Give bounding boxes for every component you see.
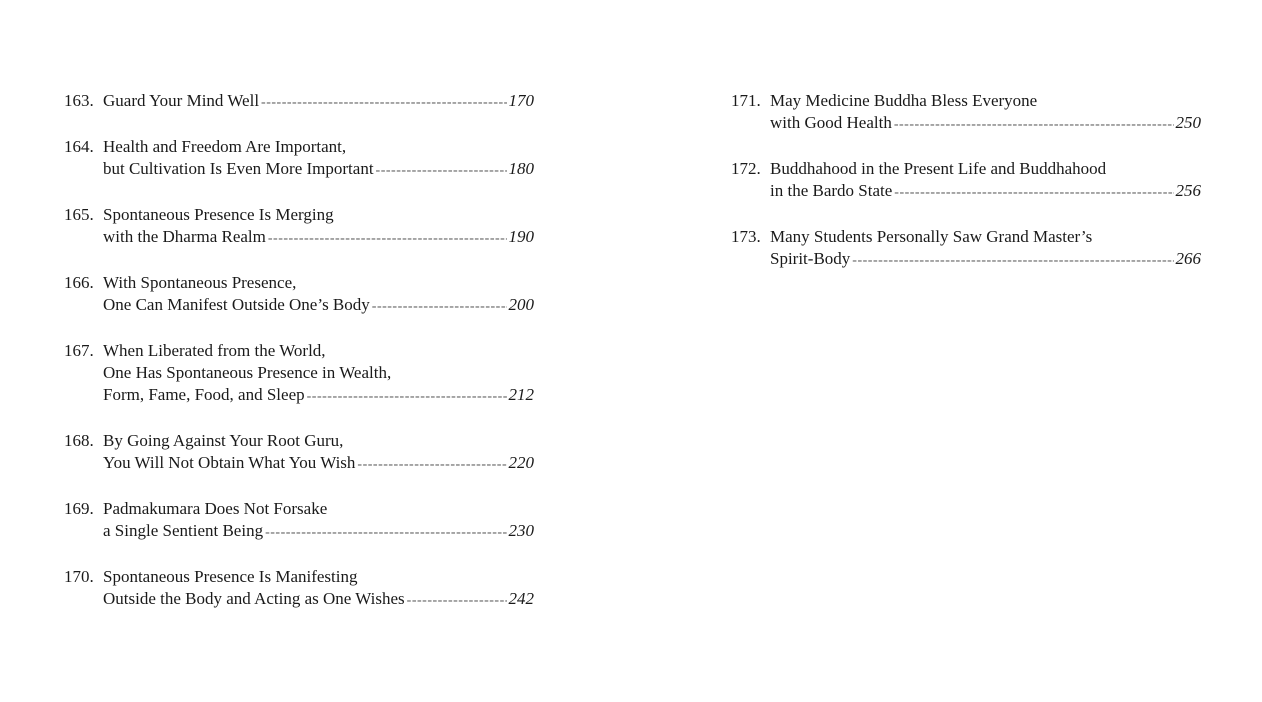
toc-entry-title: Form, Fame, Food, and Sleep [103,385,305,404]
toc-entry-title: with the Dharma Realm [103,227,266,246]
toc-entry[interactable] [64,430,534,476]
toc-entry-title: When Liberated from the World, [103,341,326,360]
toc-entry-number: 169. [64,499,94,518]
toc-page-number: 242 [508,589,534,608]
toc-entry[interactable] [64,204,534,250]
toc-entry-number: 171. [731,91,761,110]
toc-entry-number: 170. [64,567,94,586]
toc-page-number: 220 [508,453,534,472]
toc-entry-title: Spirit-Body [770,249,851,268]
dot-leader [894,114,1174,136]
toc-entry-number: 173. [731,227,761,246]
toc-entry-title: May Medicine Buddha Bless Everyone [770,91,1038,110]
toc-entry-number: 165. [64,205,94,224]
toc-entry[interactable] [64,272,534,318]
toc-entry[interactable] [64,566,534,612]
toc-page-number: 250 [1175,113,1201,132]
toc-entry[interactable] [731,90,1201,136]
toc-page-number: 190 [508,227,534,246]
toc-entry-title: but Cultivation Is Even More Important [103,159,374,178]
dot-leader [357,454,506,476]
toc-entry-title: Health and Freedom Are Important, [103,137,347,156]
toc-entry[interactable] [64,136,534,182]
toc-entry[interactable] [64,90,534,114]
dot-leader [261,92,506,114]
dot-leader [307,386,507,408]
toc-page-number: 266 [1175,249,1201,268]
toc-entry-title: Buddhahood in the Present Life and Buddhahood [770,159,1107,178]
toc-entry-number: 168. [64,431,94,450]
toc-entry-title: Outside the Body and Acting as One Wishes [103,589,405,608]
toc-entry[interactable] [731,226,1201,272]
toc-entry[interactable] [64,498,534,544]
toc-page-number: 230 [508,521,534,540]
toc-column-right [731,90,1201,294]
toc-entry-title: Spontaneous Presence Is Manifesting [103,567,358,586]
toc-entry[interactable] [731,158,1201,204]
toc-entry-number: 166. [64,273,94,292]
toc-entry-number: 172. [731,159,761,178]
dot-leader [268,228,507,250]
toc-entry-title: in the Bardo State [770,181,893,200]
toc-column-left [64,90,534,634]
toc-entry-number: 163. [64,91,94,110]
toc-entry[interactable] [64,340,534,408]
dot-leader [376,160,507,182]
dot-leader [407,590,507,612]
toc-entry-number: 167. [64,341,94,360]
toc-entry-title: With Spontaneous Presence, [103,273,297,292]
toc-entry-title: Guard Your Mind Well [103,91,260,110]
toc-entry-title: Padmakumara Does Not Forsake [103,499,328,518]
toc-entry-title: You Will Not Obtain What You Wish [103,453,356,472]
toc-page-number: 180 [508,159,534,178]
toc-entry-title: a Single Sentient Being [103,521,264,540]
toc-page-number: 212 [508,385,534,404]
dot-leader [265,522,506,544]
toc-page-number: 200 [508,295,534,314]
dot-leader [852,250,1173,272]
toc-entry-title: Spontaneous Presence Is Merging [103,205,334,224]
toc-entry-title: with Good Health [770,113,892,132]
toc-entry-number: 164. [64,137,94,156]
dot-leader [894,182,1173,204]
toc-page-number: 170 [508,91,534,110]
toc-page-number: 256 [1175,181,1201,200]
toc-entry-title: By Going Against Your Root Guru, [103,431,344,450]
toc-entry-title: Many Students Personally Saw Grand Master’s [770,227,1093,246]
toc-entry-title: One Can Manifest Outside One’s Body [103,295,370,314]
toc-entry-title: One Has Spontaneous Presence in Wealth, [103,363,392,382]
dot-leader [372,296,507,318]
